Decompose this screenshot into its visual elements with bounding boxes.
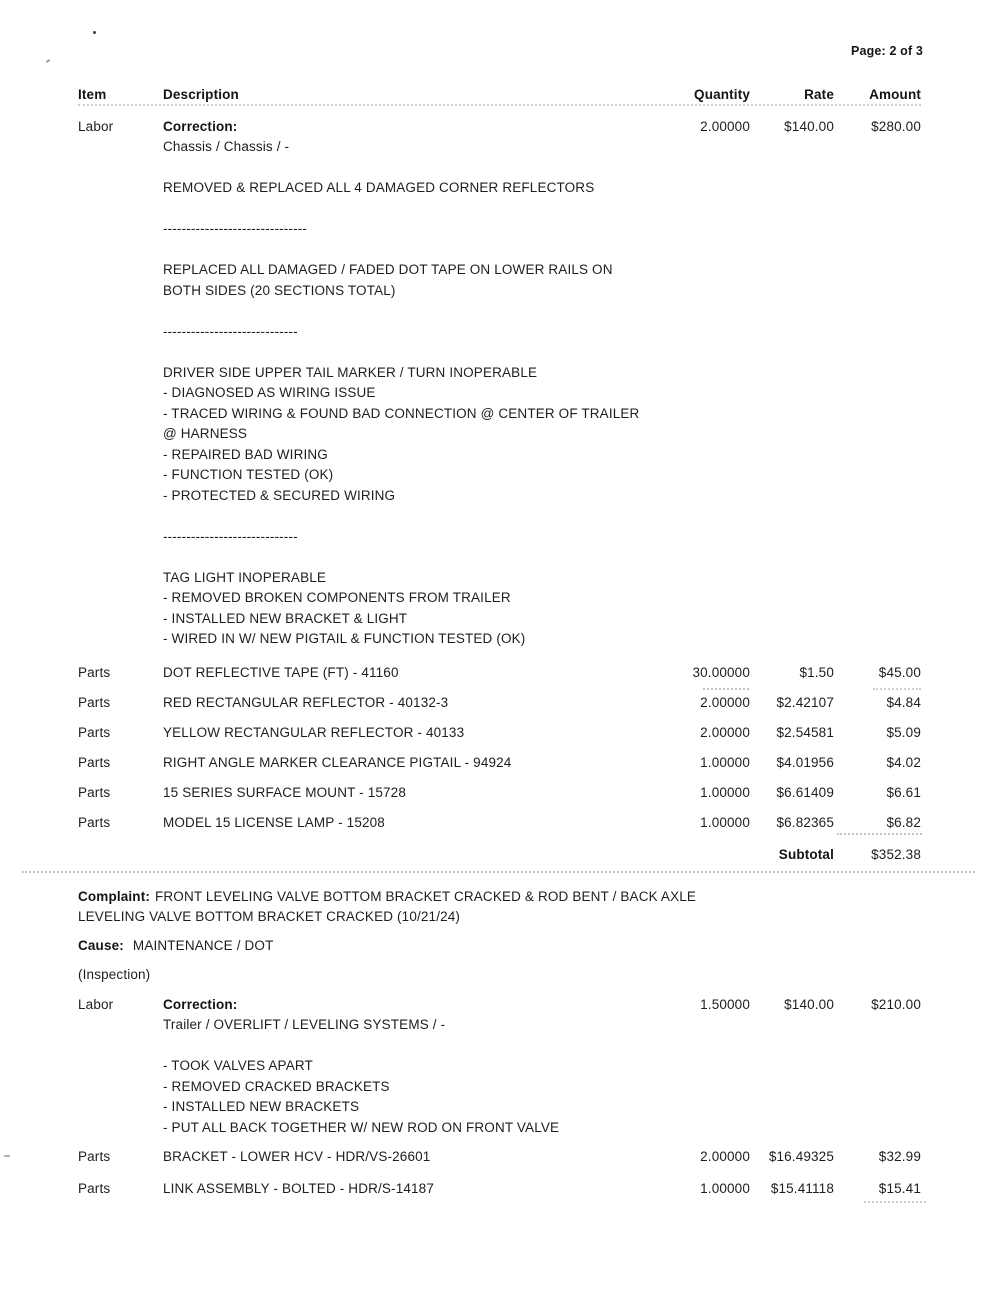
part-description: 15 SERIES SURFACE MOUNT - 15728	[163, 784, 406, 800]
description-line: BOTH SIDES (20 SECTIONS TOTAL)	[163, 282, 396, 298]
cause-label: Cause:	[78, 937, 124, 953]
quantity-value: 30.00000	[692, 664, 750, 680]
parts-row	[78, 1147, 921, 1168]
description-line: - INSTALLED NEW BRACKETS	[163, 1099, 360, 1114]
scan-speck	[4, 1155, 10, 1157]
description-line: DRIVER SIDE UPPER TAIL MARKER / TURN INOPERABLE	[163, 364, 538, 380]
part-description: RIGHT ANGLE MARKER CLEARANCE PIGTAIL - 94924	[163, 754, 512, 770]
description-line	[163, 506, 627, 527]
description-line: - REPAIRED BAD WIRING	[163, 446, 328, 462]
labor-row	[78, 117, 921, 650]
amount-value: $210.00	[871, 996, 921, 1012]
amount-value: $45.00	[878, 664, 921, 680]
item-type-label: Parts	[78, 724, 111, 740]
rate-value: $140.00	[784, 996, 834, 1012]
item-type-label: Parts	[78, 754, 111, 770]
complaint-line-1	[78, 887, 921, 908]
rate-value: $2.42107	[776, 694, 834, 710]
rate-value: $1.50	[799, 664, 834, 680]
labor-row	[78, 995, 921, 1139]
quantity-value: 2.00000	[700, 1149, 750, 1164]
labor-notes	[163, 137, 640, 650]
description-line: - DIAGNOSED AS WIRING ISSUE	[163, 385, 376, 400]
item-type-label: Parts	[78, 694, 111, 710]
description-line: - TOOK VALVES APART	[163, 1058, 313, 1073]
rate-value: $6.61409	[776, 784, 834, 800]
page-number: Page: 2 of 3	[851, 44, 923, 58]
labor-description	[163, 995, 627, 1139]
rate-value: $2.54581	[776, 724, 834, 740]
description-line: - REMOVED BROKEN COMPONENTS FROM TRAILER	[163, 590, 511, 605]
description-line: @ HARNESS	[163, 426, 248, 441]
amount-value: $280.00	[871, 118, 921, 134]
item-type-label: Parts	[78, 784, 111, 800]
correction-title: Correction:	[163, 118, 238, 134]
subtotal-label: Subtotal	[778, 847, 834, 862]
subtotal-row	[78, 845, 921, 866]
inspection-note: (Inspection)	[78, 967, 151, 982]
parts-row	[78, 693, 921, 714]
parts-row	[78, 663, 921, 684]
rate-value: $16.49325	[768, 1149, 834, 1164]
description-line	[163, 199, 627, 220]
scan-artifact-line	[864, 1201, 926, 1203]
rate-value: $6.82365	[776, 814, 834, 830]
item-type-label: Labor	[78, 118, 114, 134]
amount-value: $5.09	[886, 724, 921, 740]
amount-value: $4.02	[886, 754, 921, 770]
quantity-value: 1.00000	[700, 1180, 750, 1196]
complaint-label: Complaint:	[78, 888, 150, 904]
part-description: YELLOW RECTANGULAR REFLECTOR - 40133	[163, 724, 465, 740]
parts-row	[78, 753, 921, 774]
item-type-label: Parts	[78, 814, 111, 830]
amount-value: $6.61	[886, 784, 921, 800]
description-line: -----------------------------	[163, 323, 298, 339]
correction-title: Correction:	[163, 996, 238, 1012]
cause-section	[78, 936, 921, 957]
quantity-value: 2.00000	[700, 118, 750, 134]
description-line: -------------------------------	[163, 221, 308, 236]
description-line	[163, 547, 627, 568]
description-line: REMOVED & REPLACED ALL 4 DAMAGED CORNER REFLECTORS	[163, 180, 595, 195]
parts-row	[78, 783, 921, 804]
description-line	[163, 240, 627, 261]
labor-notes	[163, 1015, 627, 1138]
quantity-value: 1.50000	[700, 996, 750, 1012]
subtotal-amount: $352.38	[871, 847, 921, 862]
table-header-row	[78, 85, 921, 106]
quantity-value: 2.00000	[700, 724, 750, 740]
description-line: -----------------------------	[163, 528, 298, 544]
scan-speck	[93, 31, 96, 34]
description-line: - FUNCTION TESTED (OK)	[163, 467, 334, 482]
quantity-value: 1.00000	[700, 784, 750, 800]
item-type-label: Parts	[78, 1149, 111, 1164]
part-description: LINK ASSEMBLY - BOLTED - HDR/S-14187	[163, 1180, 434, 1196]
description-line	[163, 158, 627, 179]
part-description: MODEL 15 LICENSE LAMP - 15208	[163, 814, 385, 830]
description-line: - INSTALLED NEW BRACKET & LIGHT	[163, 610, 408, 626]
parts-row	[78, 723, 921, 744]
rate-value: $15.41118	[770, 1180, 834, 1196]
cause-text: MAINTENANCE / DOT	[132, 937, 274, 953]
column-header-item: Item	[78, 87, 107, 102]
description-line	[163, 1036, 627, 1057]
quantity-value: 1.00000	[700, 754, 750, 770]
amount-value: $32.99	[878, 1149, 921, 1164]
description-line: - TRACED WIRING & FOUND BAD CONNECTION @ CENTER OF TRAILER	[163, 405, 640, 421]
labor-description	[163, 117, 640, 650]
complaint-section	[78, 887, 921, 928]
description-line: - WIRED IN W/ NEW PIGTAIL & FUNCTION TESTED (OK)	[163, 631, 526, 646]
column-header-amount: Amount	[869, 87, 921, 102]
amount-value: $4.84	[886, 694, 921, 710]
description-line: - REMOVED CRACKED BRACKETS	[163, 1078, 390, 1094]
description-line: TAG LIGHT INOPERABLE	[163, 569, 327, 585]
column-header-quantity: Quantity	[694, 87, 750, 102]
part-description: BRACKET - LOWER HCV - HDR/VS-26601	[163, 1149, 431, 1164]
rate-value: $4.01956	[776, 754, 834, 770]
column-header-description: Description	[163, 87, 239, 102]
amount-value: $15.41	[878, 1180, 921, 1196]
description-line	[163, 301, 627, 322]
parts-row	[78, 1179, 921, 1200]
quantity-value: 2.00000	[700, 694, 750, 710]
part-description: DOT REFLECTIVE TAPE (FT) - 41160	[163, 664, 399, 680]
item-type-label: Parts	[78, 664, 111, 680]
description-line: Trailer / OVERLIFT / LEVELING SYSTEMS / -	[163, 1017, 446, 1032]
description-line: REPLACED ALL DAMAGED / FADED DOT TAPE ON LOWER RAILS ON	[163, 262, 613, 277]
invoice-content	[78, 85, 921, 1199]
description-line: - PROTECTED & SECURED WIRING	[163, 487, 396, 503]
description-line: - PUT ALL BACK TOGETHER W/ NEW ROD ON FRONT VALVE	[163, 1119, 560, 1135]
rate-value: $140.00	[784, 118, 834, 134]
item-type-label: Labor	[78, 996, 114, 1012]
parts-row	[78, 813, 921, 834]
part-description: RED RECTANGULAR REFLECTOR - 40132-3	[163, 694, 449, 710]
complaint-text: FRONT LEVELING VALVE BOTTOM BRACKET CRACKED & ROD BENT / BACK AXLE	[155, 888, 697, 904]
amount-value: $6.82	[886, 814, 921, 830]
item-type-label: Parts	[78, 1180, 111, 1196]
scan-speck	[46, 59, 50, 63]
column-header-rate: Rate	[804, 87, 834, 102]
quantity-value: 1.00000	[700, 814, 750, 830]
description-line: Chassis / Chassis / -	[163, 139, 290, 154]
description-line	[163, 342, 627, 363]
complaint-line-2: LEVELING VALVE BOTTOM BRACKET CRACKED (10/21/24)	[78, 909, 461, 924]
